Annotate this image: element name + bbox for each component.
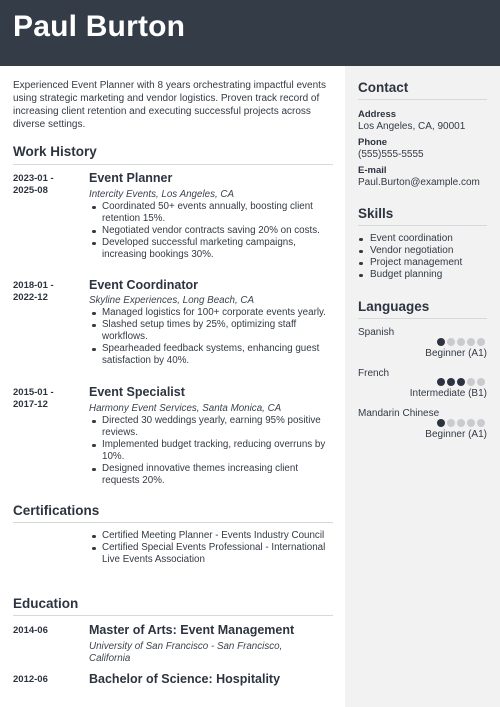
list-item: Slashed setup times by 25%, optimizing staff workflows. <box>89 319 335 343</box>
job-date-end: 2025-08 <box>13 185 48 196</box>
language-name: Mandarin Chinese <box>358 408 440 419</box>
section-title-languages: Languages <box>358 299 430 314</box>
job-title: Event Coordinator <box>89 278 199 292</box>
contact-email[interactable]: Paul.Burton@example.com <box>358 177 480 188</box>
divider <box>358 225 487 226</box>
rating-dot-empty <box>477 378 485 386</box>
job-date-end: 2022-12 <box>13 292 48 303</box>
contact-address-label: Address <box>358 109 397 120</box>
job-date-start: 2018-01 - <box>13 280 54 291</box>
list-item: Implemented budget tracking, reducing overruns by 10%. <box>89 439 335 463</box>
contact-phone: (555)555-5555 <box>358 149 424 160</box>
job-date <box>13 173 73 197</box>
divider <box>358 318 487 319</box>
language-level: Beginner (A1) <box>425 348 487 359</box>
section-title-education: Education <box>13 596 79 611</box>
list-item: Designed innovative themes increasing client requests 20%. <box>89 463 335 487</box>
education-degree: Bachelor of Science: Hospitality <box>89 672 281 686</box>
divider <box>358 99 487 100</box>
job-title: Event Planner <box>89 171 173 185</box>
divider <box>13 522 333 523</box>
certification-list <box>89 530 335 566</box>
rating-dot-empty <box>447 338 455 346</box>
contact-address: Los Angeles, CA, 90001 <box>358 121 466 132</box>
rating-dot-empty <box>477 338 485 346</box>
candidate-name: Paul Burton <box>13 10 186 43</box>
rating-dot-filled <box>437 338 445 346</box>
list-item: Coordinated 50+ events annually, boosting client retention 15%. <box>89 201 335 225</box>
education-degree: Master of Arts: Event Management <box>89 623 295 637</box>
list-item: Project management <box>358 257 488 269</box>
education-school: University of San Francisco - San Francisco, California <box>89 641 283 664</box>
rating-dot-filled <box>457 378 465 386</box>
job-bullets <box>89 201 335 261</box>
list-item: Managed logistics for 100+ corporate events yearly. <box>89 307 335 319</box>
job-bullets <box>89 415 335 487</box>
section-title-certifications: Certifications <box>13 503 100 518</box>
job-date-start: 2015-01 - <box>13 387 54 398</box>
list-item: Vendor negotiation <box>358 245 488 257</box>
list-item: Spearheaded feedback systems, enhancing guest satisfaction by 40%. <box>89 343 335 367</box>
rating-dot-filled <box>437 419 445 427</box>
list-item: Directed 30 weddings yearly, earning 95% positive reviews. <box>89 415 335 439</box>
degree-name: Bachelor of Science <box>89 672 209 686</box>
rating-dot-empty <box>467 419 475 427</box>
list-item: Budget planning <box>358 269 488 281</box>
list-item: Developed successful marketing campaigns, increasing bookings 30%. <box>89 237 335 261</box>
contact-phone-label: Phone <box>358 137 388 148</box>
list-item: Certified Special Events Professional - International Live Events Association <box>89 542 335 566</box>
job-company: Skyline Experiences, Long Beach, CA <box>89 295 255 306</box>
job-company: Intercity Events, Los Angeles, CA <box>89 189 235 200</box>
job-date <box>13 387 73 411</box>
degree-name: Master of Arts <box>89 623 173 637</box>
language-rating <box>437 378 485 386</box>
rating-dot-filled <box>447 378 455 386</box>
divider <box>13 164 333 165</box>
language-name: Spanish <box>358 327 395 338</box>
language-rating <box>437 419 485 427</box>
header-banner <box>0 0 500 66</box>
degree-field: Hospitality <box>216 672 281 686</box>
rating-dot-empty <box>467 378 475 386</box>
summary: Experienced Event Planner with 8 years orchestrating impactful events using strategic marketing and vendor logistics. Proven track record of increasing client retention and executing successful projects across diverse settings. <box>13 80 326 130</box>
skills-list <box>358 233 488 281</box>
job-date-start: 2023-01 - <box>13 173 54 184</box>
list-item: Certified Meeting Planner - Events Industry Council <box>89 530 335 542</box>
sidebar <box>345 66 500 707</box>
section-title-work-history: Work History <box>13 144 97 159</box>
contact-email-label: E-mail <box>358 165 387 176</box>
language-level: Beginner (A1) <box>425 429 487 440</box>
education-date: 2012-06 <box>13 674 48 685</box>
rating-dot-filled <box>437 378 445 386</box>
job-bullets <box>89 307 335 367</box>
rating-dot-empty <box>457 338 465 346</box>
job-title: Event Specialist <box>89 385 185 399</box>
language-name: French <box>358 368 390 379</box>
job-date <box>13 280 73 304</box>
language-level: Intermediate (B1) <box>409 388 487 399</box>
language-rating <box>437 338 485 346</box>
education-date: 2014-06 <box>13 625 48 636</box>
list-item: Event coordination <box>358 233 488 245</box>
rating-dot-empty <box>447 419 455 427</box>
section-title-contact: Contact <box>358 80 409 95</box>
job-company: Harmony Event Services, Santa Monica, CA <box>89 403 282 414</box>
section-title-skills: Skills <box>358 206 394 221</box>
job-date-end: 2017-12 <box>13 399 48 410</box>
list-item: Negotiated vendor contracts saving 20% on costs. <box>89 225 335 237</box>
rating-dot-empty <box>457 419 465 427</box>
rating-dot-empty <box>477 419 485 427</box>
degree-field: Event Management <box>180 623 295 637</box>
divider <box>13 615 333 616</box>
rating-dot-empty <box>467 338 475 346</box>
